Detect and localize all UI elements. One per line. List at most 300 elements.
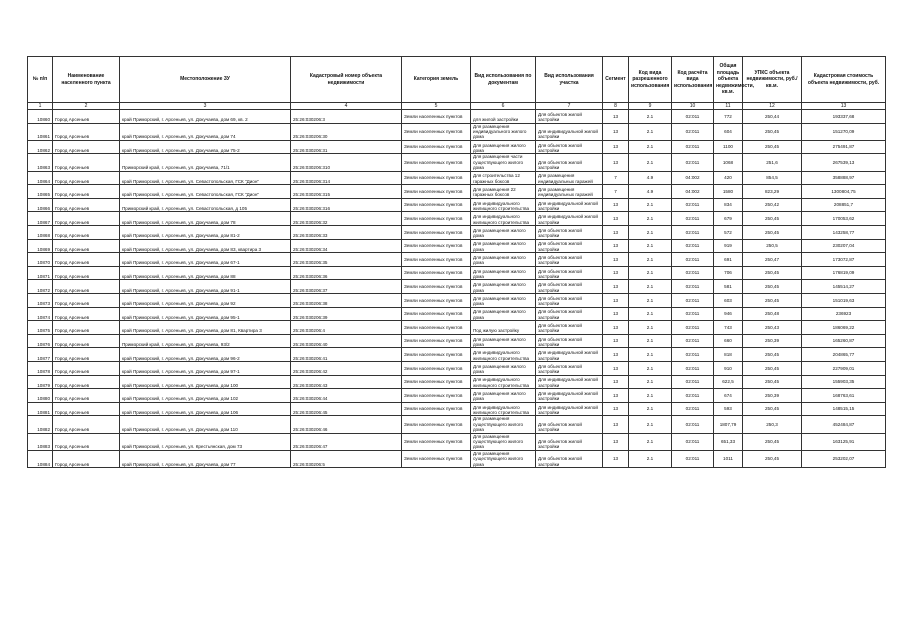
use-by-documents: Для размещения существующего жилого дома [471,416,536,433]
settlement-name: Город Арсеньев [53,389,120,403]
plot-use: Для объектов жилой застройки [536,416,603,433]
cadastral-number: 25:26:030206:41 [291,348,402,362]
use-by-documents: для жилой застройки [471,110,536,124]
segment: 13 [603,389,629,403]
row-number: 10871 [28,266,53,280]
cadastral-number: 25:26:030206:3 [291,110,402,124]
land-category: Земли населенных пунктов [402,253,471,267]
use-by-documents: Для размещения жилого дома [471,253,536,267]
use-code: 2.1 [629,348,672,362]
area: 946 [714,307,743,321]
row-number: 10873 [28,293,53,307]
table-row [28,226,886,240]
cadastral-number: 25:26:030206:315 [291,185,402,199]
segment: 13 [603,266,629,280]
cadastral-number: 25:26:030206:43 [291,375,402,389]
cadastral-value: 168763,61 [802,389,886,403]
column-number: 8 [603,103,629,110]
land-category: Земли населенных пунктов [402,198,471,212]
segment: 13 [603,416,629,433]
location: край Приморский, г. Арсеньев, ул. Докучаева, дом 92 [120,293,291,307]
upks: 250,45 [743,375,802,389]
location: край Приморский, г. Арсеньев, ул. Докучаева, дом 81-2 [120,226,291,240]
row-number: 10884 [28,450,53,467]
use-code: 2.1 [629,154,672,171]
use-code: 4.9 [629,185,672,199]
area: 743 [714,321,743,335]
segment: 13 [603,280,629,294]
header-cell: Категория земель [402,57,471,103]
segment: 13 [603,212,629,226]
plot-use: Для объектов жилой застройки [536,334,603,348]
location: Приморский край, г. Арсеньев, ул. Докучаева, 71/1 [120,154,291,171]
land-category: Земли населенных пунктов [402,307,471,321]
plot-use: Для объектов жилой застройки [536,280,603,294]
table-row [28,389,886,403]
cadastral-number: 25:26:030206:45 [291,402,402,416]
segment: 13 [603,293,629,307]
use-by-documents: Для размещения жилого дома [471,266,536,280]
settlement-name: Город Арсеньев [53,321,120,335]
calc-code: 02:011 [672,253,714,267]
plot-use: Для объектов жилой застройки [536,433,603,450]
use-by-documents: Для размещения жилого дома [471,293,536,307]
settlement-name: Город Арсеньев [53,212,120,226]
header-cell: Сегмент [603,57,629,103]
row-number: 10863 [28,154,53,171]
cadastral-value: 145514,27 [802,280,886,294]
table-row [28,433,886,450]
location: край Приморский, г. Арсеньев, ул. Докучаева, дом 96-2 [120,348,291,362]
use-code: 2.1 [629,253,672,267]
cadastral-value: 452484,87 [802,416,886,433]
plot-use: Для индивидуальной жилой застройки [536,375,603,389]
location: край Приморский, г. Арсеньев, ул. Докучаева, дом 95-1 [120,307,291,321]
row-number: 10876 [28,334,53,348]
calc-code: 02:011 [672,280,714,294]
area: 674 [714,389,743,403]
cadastral-value: 358888,97 [802,171,886,185]
cadastral-value: 236923 [802,307,886,321]
calc-code: 02:011 [672,375,714,389]
area: 420 [714,171,743,185]
cadastral-value: 170053,62 [802,212,886,226]
upks: 250,5 [743,239,802,253]
table-row [28,321,886,335]
use-code: 2.1 [629,198,672,212]
use-by-documents: Для размещения жилого дома [471,361,536,375]
upks: 250,45 [743,402,802,416]
plot-use: Для размещения индивидуальных гаражей [536,171,603,185]
plot-use: Для индивидуальной жилой застройки [536,402,603,416]
area: 1100 [714,140,743,154]
cadastral-value: 186069,22 [802,321,886,335]
use-by-documents: Для индивидуального жилищного строительства [471,402,536,416]
table-row [28,307,886,321]
location: Приморский край, г. Арсеньев, ул. Докучаева, 93/2 [120,334,291,348]
upks: 250,45 [743,266,802,280]
use-by-documents: Для индивидуального жилищного строительства [471,348,536,362]
use-by-documents: Для размещения жилого дома [471,239,536,253]
settlement-name: Город Арсеньев [53,402,120,416]
cadastral-number: 25:26:030206:314 [291,171,402,185]
cadastral-number: 25:26:030206:44 [291,389,402,403]
use-by-documents: Для размещения жилого дома [471,226,536,240]
use-by-documents: Для размещения жилого дома [471,280,536,294]
cadastral-number: 25:26:030206:5 [291,450,402,467]
calc-code: 02:011 [672,348,714,362]
row-number: 10874 [28,307,53,321]
land-category: Земли населенных пунктов [402,123,471,140]
use-by-documents: Для размещения жилого дома [471,307,536,321]
calc-code: 02:011 [672,334,714,348]
row-number: 10870 [28,253,53,267]
upks: 854,5 [743,171,802,185]
calc-code: 02:011 [672,239,714,253]
use-code: 2.1 [629,226,672,240]
table-row [28,416,886,433]
header-cell: Местоположение ЗУ [120,57,291,103]
segment: 7 [603,185,629,199]
cadastral-value: 227909,01 [802,361,886,375]
table-row [28,140,886,154]
table-row [28,361,886,375]
column-number: 6 [471,103,536,110]
cadastral-value: 151019,63 [802,293,886,307]
location: край Приморский, г. Арсеньев, ул. Докучаева, дом 74 [120,123,291,140]
area: 1011 [714,450,743,467]
segment: 13 [603,198,629,212]
settlement-name: Город Арсеньев [53,293,120,307]
segment: 13 [603,239,629,253]
land-category: Земли населенных пунктов [402,212,471,226]
table-row [28,198,886,212]
table-row [28,375,886,389]
calc-code: 02:011 [672,433,714,450]
cadastral-value: 143258,77 [802,226,886,240]
area: 679 [714,212,743,226]
table-row [28,239,886,253]
calc-code: 02:011 [672,389,714,403]
area: 581 [714,280,743,294]
use-by-documents: Для размещения части существующего жилого дома [471,154,536,171]
land-category: Земли населенных пунктов [402,226,471,240]
use-code: 2.1 [629,212,672,226]
plot-use: Для объектов жилой застройки [536,226,603,240]
use-by-documents: Для индивидуального жилищного строительства [471,375,536,389]
area: 706 [714,266,743,280]
land-category: Земли населенных пунктов [402,185,471,199]
header-cell: Кадастровая стоимость объекта недвижимости, руб. [802,57,886,103]
table-row [28,280,886,294]
segment: 13 [603,321,629,335]
column-number: 2 [53,103,120,110]
cadastral-number: 25:26:030206:38 [291,293,402,307]
header-cell: № п/п [28,57,53,103]
land-category: Земли населенных пунктов [402,334,471,348]
cadastral-number: 25:26:030206:47 [291,433,402,450]
row-number: 10865 [28,185,53,199]
segment: 13 [603,334,629,348]
settlement-name: Город Арсеньев [53,110,120,124]
header-cell: Наименование населенного пункта [53,57,120,103]
use-code: 2.1 [629,239,672,253]
cadastral-number: 25:26:030206:31 [291,140,402,154]
land-category: Земли населенных пунктов [402,321,471,335]
plot-use: Для объектов жилой застройки [536,110,603,124]
cadastral-number: 25:26:030206:42 [291,361,402,375]
use-by-documents: Для размещения жилого дома [471,140,536,154]
cadastral-number: 25:26:030206:40 [291,334,402,348]
row-number: 10879 [28,375,53,389]
row-number: 10875 [28,321,53,335]
area: 651,33 [714,433,743,450]
area: 772 [714,110,743,124]
upks: 250,48 [743,307,802,321]
table-row [28,110,886,124]
row-number: 10881 [28,402,53,416]
use-by-documents: Для размещения индивидуального жилого дома [471,123,536,140]
table-row [28,185,886,199]
row-number: 10864 [28,171,53,185]
column-number: 9 [629,103,672,110]
row-number: 10869 [28,239,53,253]
area: 834 [714,198,743,212]
cadastral-value: 155903,35 [802,375,886,389]
upks: 250,45 [743,293,802,307]
plot-use: Для индивидуальной жилой застройки [536,389,603,403]
settlement-name: Город Арсеньев [53,171,120,185]
header-cell: Кадастровый номер объекта недвижимости [291,57,402,103]
segment: 13 [603,140,629,154]
column-number: 11 [714,103,743,110]
location: край Приморский, г. Арсеньев, ул. Докучаева, дом 106 [120,402,291,416]
use-by-documents: Для размещения существующего жилого дома [471,433,536,450]
location: край Приморский, г. Арсеньев, ул. Докучаева, дом 67-1 [120,253,291,267]
use-code: 2.1 [629,123,672,140]
cadastral-number: 25:26:030206:4 [291,321,402,335]
location: край Приморский, г. Арсеньев, ул. Крестьянская, дом 73 [120,433,291,450]
location: край Приморский, г. Арсеньев, ул. Докучаева, дом 91-1 [120,280,291,294]
area: 1068 [714,154,743,171]
settlement-name: Город Арсеньев [53,266,120,280]
cadastral-value-table [27,56,885,468]
use-code: 2.1 [629,140,672,154]
use-code: 2.1 [629,450,672,467]
use-code: 2.1 [629,280,672,294]
header-cell: Вид использования по документам [471,57,536,103]
row-number: 10866 [28,198,53,212]
calc-code: 02:011 [672,450,714,467]
plot-use: Для объектов жилой застройки [536,266,603,280]
row-number: 10867 [28,212,53,226]
settlement-name: Город Арсеньев [53,253,120,267]
land-category: Земли населенных пунктов [402,266,471,280]
calc-code: 02:011 [672,110,714,124]
column-number: 4 [291,103,402,110]
cadastral-value: 173072,87 [802,253,886,267]
use-code: 2.1 [629,375,672,389]
cadastral-value: 230207,04 [802,239,886,253]
table-row [28,123,886,140]
segment: 13 [603,154,629,171]
use-by-documents: Для размещения жилого дома [471,389,536,403]
calc-code: 02:011 [672,154,714,171]
cadastral-number: 25:26:030206:35 [291,253,402,267]
land-category: Земли населенных пунктов [402,239,471,253]
use-by-documents: Для индивидуального жилищного строительства [471,198,536,212]
settlement-name: Город Арсеньев [53,433,120,450]
settlement-name: Город Арсеньев [53,361,120,375]
table-body [28,110,886,468]
calc-code: 02:011 [672,293,714,307]
area: 1807,79 [714,416,743,433]
segment: 13 [603,123,629,140]
use-code: 2.1 [629,433,672,450]
plot-use: Для объектов жилой застройки [536,450,603,467]
location: край Приморский, г. Арсеньев, ул. Докучаева, дом 75-2 [120,140,291,154]
use-by-documents: Для размещения жилого дома [471,334,536,348]
settlement-name: Город Арсеньев [53,185,120,199]
calc-code: 02:011 [672,123,714,140]
row-number: 10872 [28,280,53,294]
settlement-name: Город Арсеньев [53,416,120,433]
settlement-name: Город Арсеньев [53,154,120,171]
use-by-documents: Для индивидуального жилищного строительства [471,212,536,226]
area: 691 [714,253,743,267]
land-category: Земли населенных пунктов [402,171,471,185]
cadastral-number: 25:26:030206:32 [291,212,402,226]
upks: 250,39 [743,389,802,403]
settlement-name: Город Арсеньев [53,307,120,321]
calc-code: 04:002 [672,171,714,185]
upks: 250,45 [743,226,802,240]
land-category: Земли населенных пунктов [402,140,471,154]
upks: 823,29 [743,185,802,199]
area: 593 [714,402,743,416]
segment: 13 [603,361,629,375]
segment: 13 [603,450,629,467]
location: край Приморский, г. Арсеньев, ул. Севастопольская, ГСК "Дион" [120,171,291,185]
upks: 250,45 [743,123,802,140]
upks: 250,47 [743,253,802,267]
column-number: 1 [28,103,53,110]
area: 818 [714,348,743,362]
upks: 250,45 [743,140,802,154]
land-category: Земли населенных пунктов [402,154,471,171]
calc-code: 02:011 [672,321,714,335]
table-row [28,212,886,226]
use-code: 4.9 [629,171,672,185]
segment: 13 [603,375,629,389]
plot-use: Для индивидуальной жилой застройки [536,212,603,226]
plot-use: Для размещения индивидуальных гаражей [536,185,603,199]
cadastral-value: 163125,91 [802,433,886,450]
header-row [28,57,886,103]
column-number: 13 [802,103,886,110]
upks: 250,45 [743,433,802,450]
settlement-name: Город Арсеньев [53,239,120,253]
header-cell: Код расчёта вида использования [672,57,714,103]
segment: 13 [603,307,629,321]
calc-code: 04:002 [672,185,714,199]
row-number: 10862 [28,140,53,154]
header-cell: Вид использования участка [536,57,603,103]
settlement-name: Город Арсеньев [53,123,120,140]
cadastral-number: 25:26:030206:33 [291,226,402,240]
area: 919 [714,239,743,253]
calc-code: 02:011 [672,416,714,433]
row-number: 10878 [28,361,53,375]
table-row [28,348,886,362]
plot-use: Для объектов жилой застройки [536,321,603,335]
land-category: Земли населенных пунктов [402,293,471,307]
cadastral-value: 165260,87 [802,334,886,348]
cadastral-number: 25:26:030206:36 [291,266,402,280]
row-number: 10877 [28,348,53,362]
column-number: 12 [743,103,802,110]
use-by-documents: Под жилую застройку [471,321,536,335]
use-by-documents: Для строительства 12 гаражных боксов [471,171,536,185]
cadastral-value: 267539,13 [802,154,886,171]
cadastral-value: 151270,09 [802,123,886,140]
location: край Приморский, г. Арсеньев, ул. Докучаева, дом 110 [120,416,291,433]
use-code: 2.1 [629,266,672,280]
segment: 13 [603,402,629,416]
use-code: 2.1 [629,361,672,375]
area: 604 [714,123,743,140]
calc-code: 02:011 [672,226,714,240]
use-by-documents: Для размещения существующего жилого дома [471,450,536,467]
cadastral-number: 25:26:030206:46 [291,416,402,433]
cadastral-value: 208851,7 [802,198,886,212]
location: край Приморский, г. Арсеньев, ул. Докучаева, дом 97-1 [120,361,291,375]
land-category: Земли населенных пунктов [402,361,471,375]
use-code: 2.1 [629,293,672,307]
column-number: 3 [120,103,291,110]
calc-code: 02:011 [672,140,714,154]
upks: 250,45 [743,348,802,362]
cadastral-number: 25:26:030206:39 [291,307,402,321]
cadastral-number: 25:26:030206:37 [291,280,402,294]
plot-use: Для индивидуальной жилой застройки [536,198,603,212]
settlement-name: Город Арсеньев [53,140,120,154]
plot-use: Для объектов жилой застройки [536,140,603,154]
segment: 13 [603,226,629,240]
upks: 250,43 [743,321,802,335]
use-code: 2.1 [629,334,672,348]
header-cell: Код вида разрешенного использования [629,57,672,103]
cadastral-value: 253202,07 [802,450,886,467]
segment: 13 [603,110,629,124]
row-number: 10860 [28,110,53,124]
cadastral-value: 275491,87 [802,140,886,154]
location: Приморский край, г. Арсеньев, ул. Севастопольская, д 105 [120,198,291,212]
cadastral-number: 25:26:030206:316 [291,198,402,212]
table-row [28,293,886,307]
segment: 13 [603,253,629,267]
land-category: Земли населенных пунктов [402,110,471,124]
cadastral-number: 25:26:030206:34 [291,239,402,253]
location: край Приморский, г. Арсеньев, ул. Докучаева, дом 100 [120,375,291,389]
location: край Приморский, г. Арсеньев, ул. Докучаева, дом 69, кв. 2 [120,110,291,124]
upks: 250,45 [743,450,802,467]
cadastral-number: 25:26:030206:30 [291,123,402,140]
cadastral-value: 148515,15 [802,402,886,416]
cadastral-value: 193337,68 [802,110,886,124]
area: 622,5 [714,375,743,389]
land-category: Земли населенных пунктов [402,375,471,389]
